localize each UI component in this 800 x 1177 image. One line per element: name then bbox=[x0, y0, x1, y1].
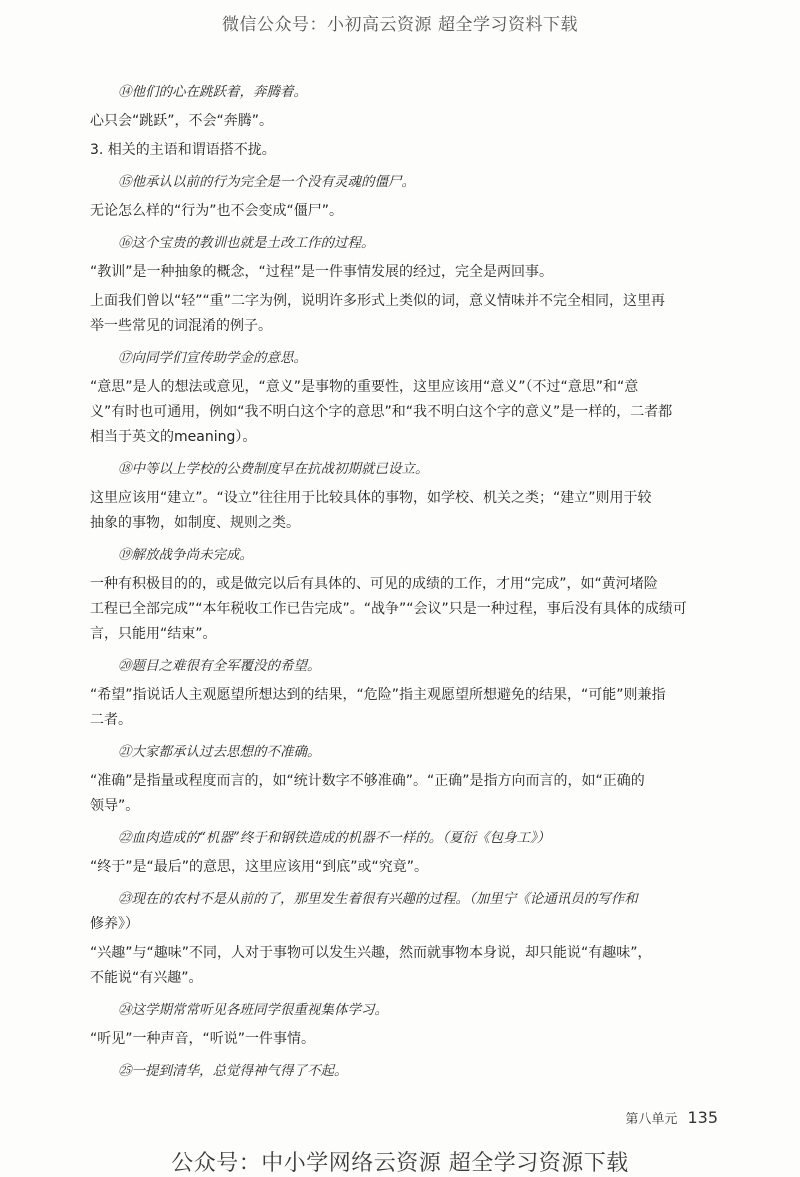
continuation-line: 举一些常见的词混淆的例子。 bbox=[90, 318, 272, 334]
continuation-line: 义”有时也可通用，例如“我不明白这个字的意思”和“我不明白这个字的意义”是一样的，二者都 bbox=[90, 404, 673, 420]
explanation-line: 心只会“跳跃”，不会“奔腾”。 bbox=[90, 113, 274, 129]
example-sentence: ⑰向同学们宣传助学金的意思。 bbox=[118, 350, 307, 366]
header-watermark: 微信公众号：小初高云资源 超全学习资料下载 bbox=[222, 15, 578, 35]
continuation-line: 言，只能用“结束”。 bbox=[90, 626, 217, 642]
example-sentence: ⑳题目之难很有全军覆没的希望。 bbox=[118, 658, 321, 674]
continuation-line: 抽象的事物，如制度、规则之类。 bbox=[90, 515, 300, 531]
continuation-line: 相当于英文的meaning）。 bbox=[90, 429, 257, 445]
explanation-line: 3. 相关的主语和谓语搭不拢。 bbox=[90, 142, 276, 158]
continuation-line: 修养》） bbox=[90, 916, 139, 932]
explanation-line: 无论怎么样的“行为”也不会变成“僵尸”。 bbox=[90, 203, 344, 219]
continuation-line: 领导”。 bbox=[90, 798, 140, 814]
unit-label: 第八单元 bbox=[625, 1112, 678, 1127]
example-sentence: ㉕一提到清华，总觉得神气得了不起。 bbox=[118, 1063, 348, 1079]
body-text bbox=[90, 82, 720, 1081]
example-sentence: ⑱中等以上学校的公费制度早在抗战初期就已设立。 bbox=[118, 461, 429, 477]
explanation-line: “意思”是人的想法或意见，“意义”是事物的重要性，这里应该用“意义”（不过“意思”和“意 bbox=[90, 379, 639, 395]
explanation-line: “希望”指说话人主观愿望所想达到的结果，“危险”指主观愿望所想避免的结果，“可能”则兼指 bbox=[90, 687, 666, 703]
explanation-line: “终于”是“最后”的意思，这里应该用“到底”或“究竟”。 bbox=[90, 859, 429, 875]
explanation-line: 上面我们曾以“轻”“重”二字为例，说明许多形式上类似的词，意义情味并不完全相同，这里再 bbox=[90, 293, 666, 309]
explanation-line: 一种有积极目的的，或是做完以后有具体的、可见的成绩的工作，才用“完成”，如“黄河堵险 bbox=[90, 576, 658, 592]
continuation-line: 工程已全部完成”“本年税收工作已告完成”。“战争”“会议”只是一种过程，事后没有具体的成绩可 bbox=[90, 601, 687, 617]
explanation-line: “教训”是一种抽象的概念，“过程”是一件事情发展的经过，完全是两回事。 bbox=[90, 264, 554, 280]
example-sentence: ⑭他们的心在跳跃着，奔腾着。 bbox=[118, 84, 307, 100]
page-number: 135 bbox=[687, 1108, 718, 1127]
page-footer bbox=[625, 1108, 718, 1127]
example-sentence: ㉒血肉造成的“机器”终于和钢铁造成的机器不一样的。（夏衍《包身工》） bbox=[118, 830, 551, 846]
explanation-line: “听见”一种声音，“听说”一件事情。 bbox=[90, 1031, 316, 1047]
explanation-line: “准确”是指量或程度而言的，如“统计数字不够准确”。“正确”是指方向而言的，如“正确的 bbox=[90, 773, 645, 789]
continuation-line: 二者。 bbox=[90, 712, 132, 728]
footer-watermark: 公众号：中小学网络云资源 超全学习资源下载 bbox=[171, 1151, 629, 1176]
explanation-line: 这里应该用“建立”。“设立”往往用于比较具体的事物，如学校、机关之类；“建立”则用于较 bbox=[90, 490, 652, 506]
example-sentence: ㉑大家都承认过去思想的不准确。 bbox=[118, 744, 321, 760]
example-sentence: ㉓现在的农村不是从前的了，那里发生着很有兴趣的过程。（加里宁《论通讯员的写作和 bbox=[118, 891, 638, 907]
continuation-line: 不能说“有兴趣”。 bbox=[90, 970, 203, 986]
example-sentence: ⑯这个宝贵的教训也就是土改工作的过程。 bbox=[118, 235, 375, 251]
example-sentence: ⑮他承认以前的行为完全是一个没有灵魂的僵尸。 bbox=[118, 174, 415, 190]
example-sentence: ⑲解放战争尚未完成。 bbox=[118, 547, 253, 563]
explanation-line: “兴趣”与“趣味”不同，人对于事物可以发生兴趣，然而就事物本身说，却只能说“有趣味”， bbox=[90, 945, 652, 961]
example-sentence: ㉔这学期常常听见各班同学很重视集体学习。 bbox=[118, 1002, 388, 1018]
